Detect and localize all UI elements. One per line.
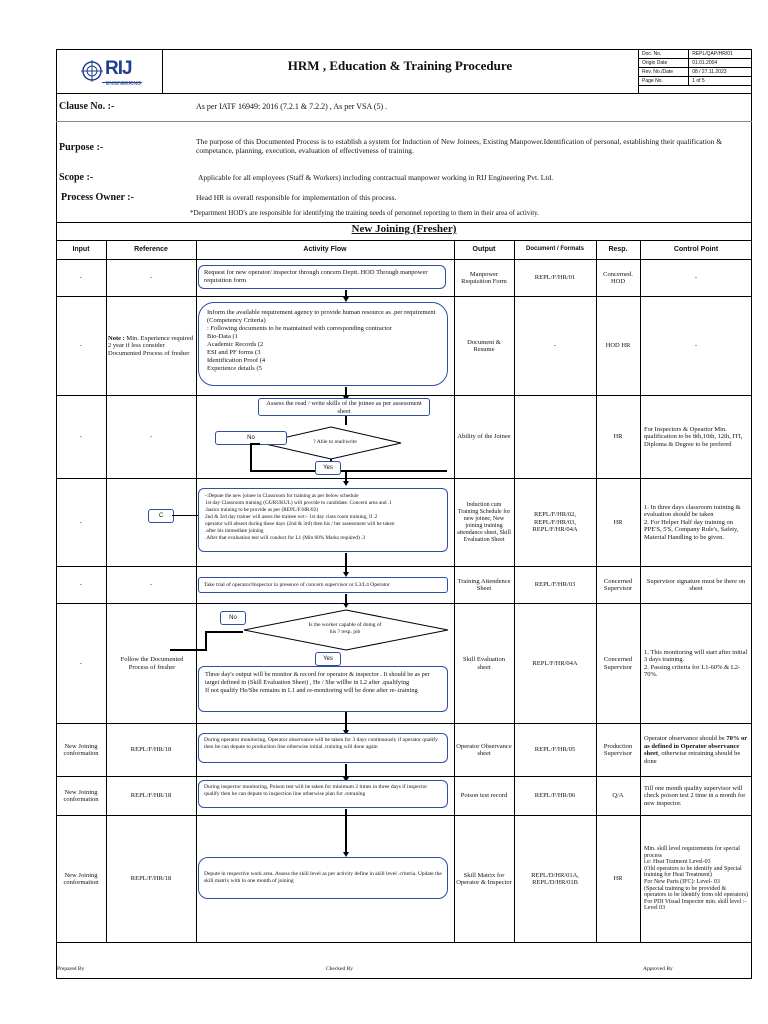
- meta-row: Origin Date 01.01.2004: [639, 59, 752, 68]
- yes-label: Yes: [315, 461, 341, 475]
- row6-control: 1. This monitoring will start after initial 3 days training. 2. Passing criteria for L1-60% & L2-70%.: [644, 648, 748, 678]
- section-title: New Joining (Fresher): [351, 223, 457, 235]
- row3-control: For Inspectors & Opeartor Min. qualification to be 8th,10th, 12th, ITI, Diploma & Degree to be prefered: [644, 425, 743, 448]
- row9-reference: REPL/F/HR/18: [130, 875, 172, 883]
- hod-note: *Department HOD's are responsible for identifying the training needs of personnel reporting to them in their area of activity.: [190, 209, 539, 217]
- row6-reference: Follow the Documented Process of fresher: [120, 656, 184, 671]
- row7-control: Operator observance should be 70% or as defined in Operator observance sheet, otherwise retraining should be done: [644, 735, 747, 765]
- row4-control: 1. In three days classroom training & evaluation should be taken 2. For Helper Half day training on PPE'S, 5'S, Company Rule's, Safety, Material Handling to be given.: [644, 503, 741, 541]
- flow-arrow: [345, 416, 347, 425]
- activity-line: 2nd & 3rd day trainer will asess the trainee wrt:- 1st day class room training, if .2: [205, 514, 378, 520]
- owner-value: Head HR is overall responsible for implementation of this process.: [196, 193, 397, 202]
- row2-input: -: [79, 342, 83, 350]
- logo-text: RIJ: [105, 58, 132, 79]
- activity-line: Bio-Data (1: [207, 333, 238, 340]
- row7-activity-box: During operator monitoring, Operator observance will be taken for 3 days continuously if operator qualify then he can depute to production line otherwise initial .training will done again: [198, 733, 448, 763]
- col-header-control: Control Point: [673, 246, 719, 254]
- row9-doc: REPL/D/HR/01A, REPL/D/HR/01B: [531, 871, 579, 886]
- row1-control: -: [694, 274, 698, 282]
- row2-resp: HOD HR: [605, 342, 631, 350]
- row3-input: -: [79, 433, 83, 441]
- flow-arrowhead: [343, 603, 349, 608]
- row1-output: Manpower Requisition Form: [461, 270, 507, 285]
- flow-arrow: [345, 764, 347, 778]
- row2-doc: -: [553, 342, 557, 350]
- row3-doc: [514, 396, 596, 478]
- doc-meta-table: [638, 49, 752, 86]
- activity-line: Academic Records (2: [207, 341, 264, 348]
- row3-output: Ability of the Joinee: [457, 433, 511, 441]
- row5-reference: -: [149, 581, 153, 589]
- activity-line: .after his immediate joining: [205, 528, 264, 534]
- activity-line: ESI and PF forms (3: [207, 349, 261, 356]
- col-header-resp: Resp.: [608, 246, 628, 254]
- row6-input: -: [79, 659, 83, 667]
- row9-control: Min. skill level requirements for special process i.e: Heat Tratment Level-03 (Old operators to be identify and Special training for Heat Treatment) For New Parts (IFC): Level- 03 (Special training to be provided & operators to be identify from old operators) For PDI Visual Inspector min. skill level :- Level 03: [644, 846, 748, 912]
- company-logo: [78, 58, 148, 88]
- row9-resp: HR: [613, 875, 623, 883]
- checked-by: Checked By: [326, 966, 354, 972]
- row2-control: -: [694, 342, 698, 350]
- row6-output: Skill Evaluation sheet: [462, 656, 506, 671]
- activity-line: : Following documents to be maintained with corresponding contractor: [207, 325, 392, 332]
- owner-label: Process Owner :-: [61, 192, 134, 203]
- row6-decision-text: Is the worker capable of doing of his ? resp. job: [308, 622, 382, 635]
- row7-output: Operator Observance sheet: [456, 742, 512, 757]
- activity-line: Three day's output will be monitor & record for operator & inspector . It should be as per target defined in (Skill Evaluation Sheet) , He / She willbe in L2 after .qualifying: [205, 671, 430, 686]
- col-header-output: Output: [472, 246, 496, 254]
- flow-arrowhead: [343, 481, 349, 486]
- row6-doc: REPL/F/HR/04A: [532, 659, 578, 667]
- flow-arrow: [345, 553, 347, 573]
- row1-reference: -: [149, 274, 153, 282]
- row1-resp: Concerned. HOD: [603, 270, 633, 285]
- page-title: HRM , Education & Training Procedure: [287, 58, 513, 73]
- flow-arrow: [345, 809, 347, 853]
- activity-line: .basics training to be provide as per (REPL/F/HR/02): [205, 507, 318, 513]
- row8-activity-box: During inspector monitoring, Poison test will be taken for minimum 2 times in three days if inspector qualify then he can depute to inspection line otherwise plan for .retraning: [198, 780, 448, 808]
- row4-output: Induction cum Training Schedule for new joinee, New joining training attendance sheet, Skill Evaluation Sheet: [457, 501, 511, 543]
- no-branch-line: [250, 443, 252, 471]
- row4-activity-box: [198, 488, 448, 552]
- row2-activity-box: [198, 302, 448, 386]
- clause-label: Clause No. :-: [59, 101, 115, 112]
- flow-arrow: [345, 712, 347, 731]
- row7-reference: REPL/F/HR/18: [130, 746, 172, 754]
- row5-resp: Concerned Supervisor: [603, 577, 633, 592]
- row8-output: Poison test record: [460, 792, 508, 800]
- prepared-by: Prepared By: [57, 966, 85, 972]
- meta-row: Doc. No. REPL/QAP/HR/01: [639, 50, 752, 59]
- scope-value: Applicable for all employees (Staff & Workers) including contractual manpower working in RIJ Engineering Pvt. Ltd.: [198, 173, 554, 182]
- row3-reference: -: [149, 433, 153, 441]
- yes-label: Yes: [315, 652, 341, 666]
- row5-doc: REPL/F/HR/03: [534, 581, 576, 589]
- meta-row: Rev. No./Date 08 / 27.11.2023: [639, 68, 752, 77]
- row5-input: -: [79, 581, 83, 589]
- row1-input: -: [79, 274, 83, 282]
- row6-resp: Concerned Supervisor: [603, 656, 633, 671]
- purpose-label: Purpose :-: [59, 142, 104, 153]
- no-branch-line: [250, 470, 447, 472]
- scope-label: Scope :-: [59, 172, 94, 183]
- row4-input: -: [79, 518, 83, 526]
- col-header-input: Input: [72, 246, 90, 254]
- row8-input: New Joining conformation: [63, 788, 99, 803]
- row8-resp: Q/A: [612, 792, 624, 800]
- row7-resp: Production Supervisor: [603, 742, 633, 757]
- row5-control: Supervisor signature must be there on sheet: [646, 577, 746, 592]
- row2-reference: Note : Min. Experience required 2 year if less consider Documented Process of fresher: [108, 334, 194, 357]
- clause-value: As per IATF 16949: 2016 (7.2.1 & 7.2.2) , As per VSA (5) .: [196, 102, 388, 111]
- row8-doc: REPL/F/HR/06: [534, 792, 576, 800]
- row7-input: New Joining conformation: [63, 742, 99, 757]
- no-label: No: [215, 431, 287, 445]
- col-header-reference: Reference: [134, 246, 168, 254]
- logo-subtext: ENGINEERING: [106, 81, 142, 87]
- activity-line: .After that evaluation test will conduct for L1 (Min 60% Marks required) .3: [205, 535, 366, 541]
- approved-by: Approved By: [643, 966, 673, 972]
- meta-row: Page No. 1 of 5: [639, 77, 752, 86]
- no-branch-line: [170, 649, 207, 651]
- col-header-document: Document / Formats: [525, 246, 584, 253]
- row6-activity-box: [198, 666, 448, 712]
- no-label: No: [220, 611, 246, 625]
- row5-output: Training Attendence Sheet: [457, 577, 511, 592]
- row4-doc: REPL/F/HR/02, REPL/F/HR/03, REPL/F/HR/04A: [532, 511, 578, 534]
- col-header-activity: Activity Flow: [303, 246, 347, 254]
- row3-activity-box: Assess the read / write skills of the joinee as per assessment sheet: [258, 398, 430, 416]
- purpose-value: The purpose of this Documented Process is to establish a system for Induction of New Joinees, Existing Manpower.Identification of personal, establishing their qualification & competance, planning, execution, evaluation of effectiveness of training.: [196, 137, 723, 155]
- row8-reference: REPL/F/HR/18: [130, 792, 172, 800]
- connector-line: [172, 515, 198, 516]
- row4-resp: HR: [613, 518, 623, 526]
- row8-control: Till one month quality supervisor will check poison test 2 time in a month for new inspector.: [644, 784, 746, 807]
- row3-decision-text: ? Able to read/write: [313, 439, 357, 445]
- activity-line: -:Depute the new joinee in Classroom for training as per below schedule: [205, 493, 359, 499]
- row3-resp: HR: [613, 433, 623, 441]
- row7-doc: REPL/F/HR/05: [534, 746, 576, 754]
- row9-activity-box: Depute in respective work area. Assess the skill level as per activity define in skill level .criteria. Update the skill matrix with in one month of joining: [198, 857, 448, 899]
- activity-line: Identification Proof (4: [207, 357, 266, 364]
- activity-line: Experience details (5: [207, 365, 262, 372]
- row9-output: Skill Matrix for Operator & Inspector: [456, 871, 512, 886]
- activity-line: operator will absent during these days (2nd & 3rd) then his / her assessment will be taken: [205, 521, 395, 527]
- activity-line: Inform the available requirement agency to provide human resource as .per requirement (Competency Criteria): [207, 309, 436, 324]
- connector-c: C: [148, 509, 174, 523]
- row1-activity-box: Request for new operator/ inspector through concern Deptt. HOD Through manpower requisition form: [198, 265, 446, 289]
- row1-doc: REPL/F/HR/01: [534, 274, 576, 282]
- activity-line: 1st day Classroom training (GURUKUL) will provide to candidate. Concern area and .1: [205, 500, 392, 506]
- activity-line: If not qualify He/She remains in L1 and re-monitoring will be done after re-.training: [205, 687, 418, 694]
- row2-output: Document & Resume: [467, 338, 501, 353]
- row5-activity-box: Take trial of operator/Inspector in presence of concern supervisor or L3/L4 Operator: [198, 577, 448, 593]
- no-branch-line: [205, 631, 243, 633]
- row9-input: New Joining conformation: [63, 871, 99, 886]
- no-branch-line: [205, 631, 207, 650]
